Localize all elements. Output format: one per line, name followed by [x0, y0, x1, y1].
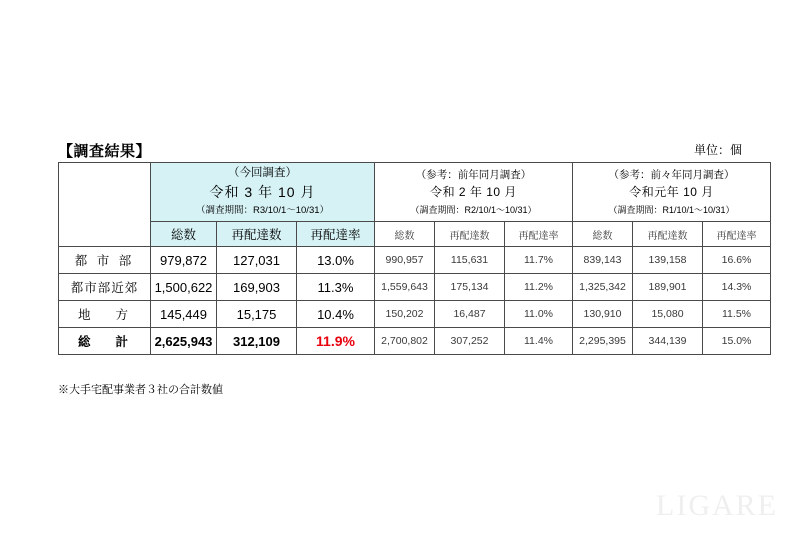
- table-row: [59, 247, 771, 274]
- cell-urban-ref1-total: 990,957: [375, 247, 435, 274]
- cell-suburban-current-rate: 11.3%: [297, 274, 375, 301]
- cell-suburban-ref1-redelivery: 175,134: [435, 274, 505, 301]
- table-row: [59, 301, 771, 328]
- cell-urban-ref2-rate: 16.6%: [703, 247, 771, 274]
- cell-suburban-ref1-total: 1,559,643: [375, 274, 435, 301]
- survey-results-table: [58, 162, 771, 355]
- cell-suburban-ref1-rate: 11.2%: [505, 274, 573, 301]
- col-ref2-redelivery: 再配達数: [633, 222, 703, 247]
- group-header-ref-last-year: [375, 163, 573, 222]
- group-ref2-line2: 令和元年 10 月: [629, 185, 714, 200]
- col-ref1-redelivery: 再配達数: [435, 222, 505, 247]
- cell-total-ref2-rate: 15.0%: [703, 328, 771, 355]
- row-label-urban: 都 市 部: [59, 247, 151, 274]
- group-header-ref-two-years: [573, 163, 771, 222]
- col-ref1-total: 総数: [375, 222, 435, 247]
- table-group-header-row: [59, 163, 771, 222]
- cell-total-current-redelivery: 312,109: [217, 328, 297, 355]
- cell-urban-ref2-total: 839,143: [573, 247, 633, 274]
- col-current-rate: 再配達率: [297, 222, 375, 247]
- col-current-redelivery: 再配達数: [217, 222, 297, 247]
- table-row-total: [59, 328, 771, 355]
- group-ref1-line1: （参考：前年同月調査）: [415, 169, 532, 182]
- cell-rural-ref2-rate: 11.5%: [703, 301, 771, 328]
- corner-cell: [59, 163, 151, 247]
- cell-suburban-ref2-redelivery: 189,901: [633, 274, 703, 301]
- page-title: 【調査結果】: [58, 143, 152, 160]
- footnote: ※大手宅配事業者３社の合計数値: [58, 384, 223, 396]
- cell-suburban-ref2-rate: 14.3%: [703, 274, 771, 301]
- col-ref2-total: 総数: [573, 222, 633, 247]
- cell-urban-ref2-redelivery: 139,158: [633, 247, 703, 274]
- cell-urban-current-redelivery: 127,031: [217, 247, 297, 274]
- cell-rural-ref1-rate: 11.0%: [505, 301, 573, 328]
- cell-suburban-current-total: 1,500,622: [151, 274, 217, 301]
- cell-total-ref2-redelivery: 344,139: [633, 328, 703, 355]
- cell-suburban-ref2-total: 1,325,342: [573, 274, 633, 301]
- cell-rural-ref2-total: 130,910: [573, 301, 633, 328]
- group-current-line1: （今回調査）: [228, 166, 297, 179]
- cell-urban-current-rate: 13.0%: [297, 247, 375, 274]
- group-header-current: [151, 163, 375, 222]
- cell-total-current-total: 2,625,943: [151, 328, 217, 355]
- table-column-header-row: [59, 222, 771, 247]
- unit-label: 単位：個: [693, 143, 742, 157]
- cell-rural-current-redelivery: 15,175: [217, 301, 297, 328]
- col-ref1-rate: 再配達率: [505, 222, 573, 247]
- cell-urban-ref1-redelivery: 115,631: [435, 247, 505, 274]
- cell-urban-ref1-rate: 11.7%: [505, 247, 573, 274]
- cell-rural-ref1-total: 150,202: [375, 301, 435, 328]
- cell-total-current-rate: 11.9%: [297, 328, 375, 355]
- row-label-rural: 地 方: [59, 301, 151, 328]
- col-current-total: 総数: [151, 222, 217, 247]
- cell-total-ref1-total: 2,700,802: [375, 328, 435, 355]
- row-label-total: 総 計: [59, 328, 151, 355]
- col-ref2-rate: 再配達率: [703, 222, 771, 247]
- cell-rural-current-total: 145,449: [151, 301, 217, 328]
- watermark-logo: LIGARE: [656, 489, 778, 522]
- group-ref2-line1: （参考：前々年同月調査）: [608, 169, 735, 182]
- group-ref1-line3: （調査期間：R2/10/1～10/31）: [410, 204, 537, 215]
- group-current-line3: （調査期間：R3/10/1～10/31）: [195, 205, 330, 217]
- cell-suburban-current-redelivery: 169,903: [217, 274, 297, 301]
- cell-total-ref1-rate: 11.4%: [505, 328, 573, 355]
- group-ref2-line3: （調査期間：R1/10/1～10/31）: [608, 204, 735, 215]
- group-ref1-line2: 令和 2 年 10 月: [430, 185, 517, 200]
- group-current-line2: 令和 3 年 10 月: [209, 184, 316, 201]
- cell-total-ref2-total: 2,295,395: [573, 328, 633, 355]
- cell-total-ref1-redelivery: 307,252: [435, 328, 505, 355]
- cell-urban-current-total: 979,872: [151, 247, 217, 274]
- cell-rural-ref2-redelivery: 15,080: [633, 301, 703, 328]
- cell-rural-ref1-redelivery: 16,487: [435, 301, 505, 328]
- table-row: [59, 274, 771, 301]
- row-label-suburban: 都市部近郊: [59, 274, 151, 301]
- cell-rural-current-rate: 10.4%: [297, 301, 375, 328]
